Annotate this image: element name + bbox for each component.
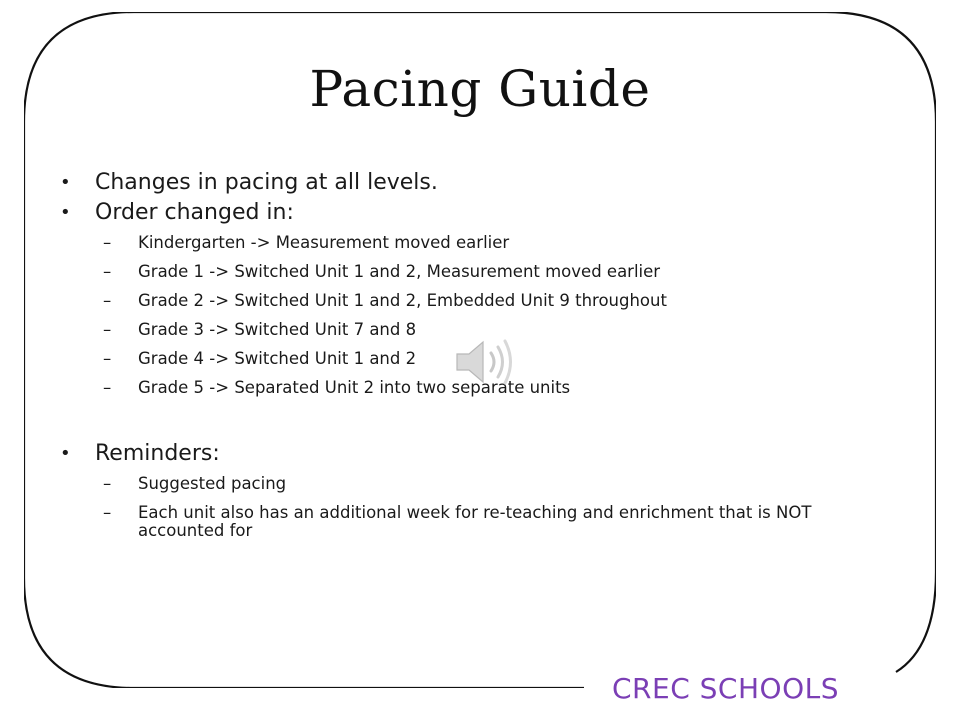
- list-item: – Grade 4 -> Switched Unit 1 and 2: [103, 349, 417, 368]
- speaker-icon[interactable]: [453, 335, 515, 389]
- bullet-reminders: • Reminders:: [60, 439, 840, 469]
- slide-title: Pacing Guide: [309, 60, 651, 118]
- bullet-list: [60, 168, 840, 540]
- footer-brand: CREC SCHOOLS: [612, 672, 839, 705]
- list-item: – Grade 5 -> Separated Unit 2 into two separate units: [103, 378, 571, 397]
- bullet-changes: • Changes in pacing at all levels.: [60, 168, 840, 198]
- list-item: – Suggested pacing: [103, 474, 287, 493]
- list-item: – Grade 3 -> Switched Unit 7 and 8: [103, 320, 417, 339]
- list-item: – Grade 2 -> Switched Unit 1 and 2, Embedded Unit 9 throughout: [103, 291, 667, 310]
- list-item: – Each unit also has an additional week for re-teaching and enrichment that is NOT accounted for: [103, 503, 812, 540]
- bullet-order-changed: • Order changed in:: [60, 198, 840, 228]
- list-item: – Kindergarten -> Measurement moved earlier: [103, 233, 510, 252]
- list-item: – Grade 1 -> Switched Unit 1 and 2, Measurement moved earlier: [103, 262, 661, 281]
